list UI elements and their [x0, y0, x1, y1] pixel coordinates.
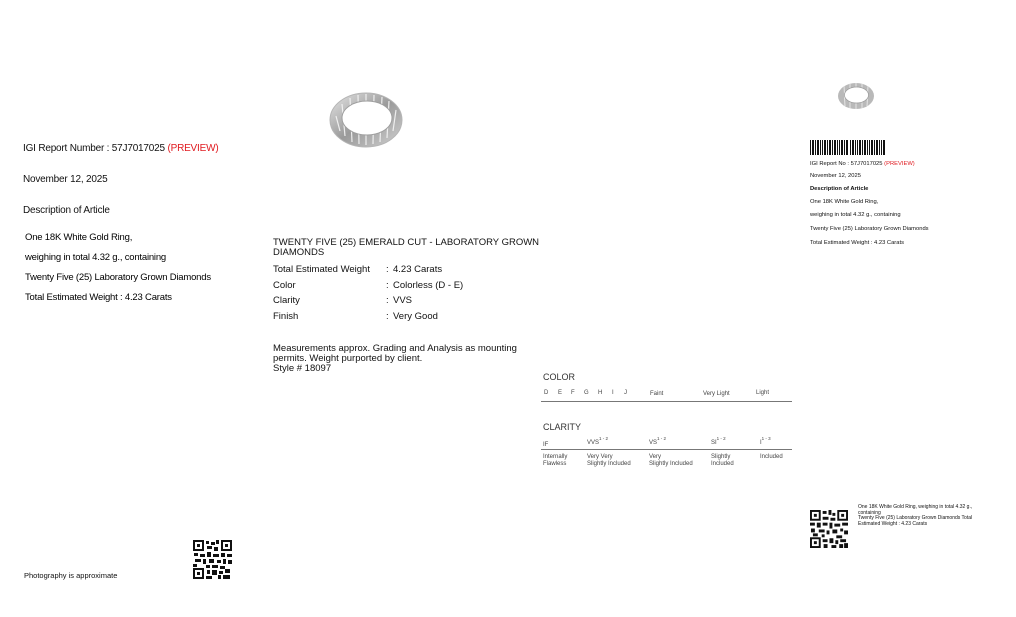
color-range: Faint [650, 391, 664, 397]
clarity-desc [587, 454, 631, 468]
clarity-grade [711, 436, 726, 446]
qr-code-icon [193, 540, 232, 579]
right-report-number-label: IGI Report No : 57J7017025 [810, 161, 883, 167]
notes-line: Measurements approx. Grading and Analysis as mounting [273, 343, 517, 354]
property-colon: : [386, 295, 389, 306]
property-row-finish [273, 311, 533, 323]
clarity-grade-sup: 1 - 2 [599, 436, 609, 441]
right-description-line: Total Estimated Weight : 4.23 Carats [810, 240, 904, 246]
barcode-icon [810, 140, 886, 155]
property-colon: : [386, 280, 389, 291]
color-grade: H [598, 390, 603, 396]
clarity-grade-label: VVS [587, 440, 600, 446]
ring-photo [326, 86, 406, 152]
summary-line: Twenty Five (25) Laboratory Grown Diamonds Total [858, 515, 973, 521]
clarity-desc-line: Included [760, 454, 783, 460]
color-grade: D [544, 390, 549, 396]
color-grade: J [624, 390, 627, 396]
clarity-grade-label: VS [649, 440, 658, 446]
clarity-desc-line: Slightly Included [587, 461, 631, 467]
clarity-scale-heading: CLARITY [543, 422, 582, 432]
property-value: VVS [393, 295, 413, 306]
clarity-grade [587, 436, 608, 446]
clarity-desc-line: Slightly Included [649, 461, 693, 467]
clarity-desc-line: Very [649, 454, 662, 460]
right-report-number [810, 161, 915, 167]
preview-tag: (PREVIEW) [167, 143, 219, 154]
summary-line: containing [858, 509, 881, 516]
summary-line: Estimated Weight : 4.23 Carats [858, 520, 928, 527]
report-number-label: IGI Report Number : 57J7017025 [23, 143, 165, 154]
clarity-desc [649, 454, 693, 468]
notes-line: permits. Weight purported by client. [273, 353, 423, 364]
clarity-grade [760, 436, 771, 446]
clarity-grade-sup: 1 - 2 [716, 436, 726, 441]
clarity-grade-label: IF [543, 442, 549, 448]
color-grade: F [571, 390, 575, 396]
right-preview-tag: (PREVIEW) [884, 161, 915, 167]
color-range: Light [756, 390, 770, 396]
property-label: Color [273, 280, 296, 291]
clarity-desc [711, 454, 734, 468]
ring-thumbnail [836, 80, 876, 112]
clarity-grade-label: I [760, 440, 762, 446]
photo-note: Photography is approximate [24, 571, 118, 580]
property-colon: : [386, 311, 389, 322]
property-value: Colorless (D - E) [393, 280, 464, 291]
clarity-desc-line: Included [711, 461, 734, 467]
property-row-color [273, 280, 533, 292]
color-grade: G [584, 390, 589, 396]
clarity-desc-line: Very Very [587, 454, 613, 460]
clarity-desc [760, 454, 783, 461]
report-date: November 12, 2025 [23, 174, 108, 185]
right-description-line: Twenty Five (25) Laboratory Grown Diamonds [810, 226, 929, 232]
right-description-heading: Description of Article [810, 186, 869, 192]
notes-line: Style # 18097 [273, 363, 332, 374]
clarity-desc-line: Slightly [711, 454, 731, 460]
description-line: One 18K White Gold Ring, [25, 232, 133, 243]
property-value: Very Good [393, 311, 438, 322]
description-line: Twenty Five (25) Laboratory Grown Diamonds [25, 272, 211, 283]
color-grade: I [612, 390, 614, 396]
color-grade: E [558, 390, 563, 396]
summary-line: One 18K White Gold Ring, weighing in total 4.32 g., [858, 504, 973, 510]
clarity-grade [649, 436, 666, 446]
property-value: 4.23 Carats [393, 264, 443, 275]
right-report-date: November 12, 2025 [810, 173, 861, 179]
property-row-clarity [273, 295, 533, 307]
clarity-scale-divider [541, 449, 792, 450]
right-description-line: weighing in total 4.32 g., containing [810, 212, 901, 218]
report-number [23, 143, 218, 154]
clarity-grade-sup: 1 - 3 [761, 436, 771, 441]
clarity-grade-label: SI [711, 440, 717, 446]
clarity-grade-sup: 1 - 2 [657, 436, 667, 441]
qr-code-icon [810, 510, 848, 548]
clarity-desc [543, 454, 567, 468]
clarity-desc-line: Flawless [543, 461, 567, 467]
stone-title: TWENTY FIVE (25) EMERALD CUT - LABORATORY GROWN DIAMONDS [273, 237, 540, 258]
clarity-desc-line: Internally [543, 454, 568, 460]
property-label: Finish [273, 311, 299, 322]
property-label: Total Estimated Weight [273, 264, 370, 275]
color-range: Very Light [703, 391, 730, 397]
description-heading: Description of Article [23, 205, 110, 216]
color-scale-heading: COLOR [543, 372, 576, 382]
right-description-line: One 18K White Gold Ring, [810, 199, 879, 205]
description-line: Total Estimated Weight : 4.23 Carats [25, 292, 172, 303]
property-label: Clarity [273, 295, 300, 306]
clarity-grade [543, 438, 548, 448]
right-bottom-summary [858, 505, 983, 527]
property-row-weight [273, 264, 533, 276]
color-scale-divider [541, 401, 792, 402]
property-colon: : [386, 264, 389, 275]
description-line: weighing in total 4.32 g., containing [25, 252, 167, 263]
grading-notes [273, 344, 533, 374]
